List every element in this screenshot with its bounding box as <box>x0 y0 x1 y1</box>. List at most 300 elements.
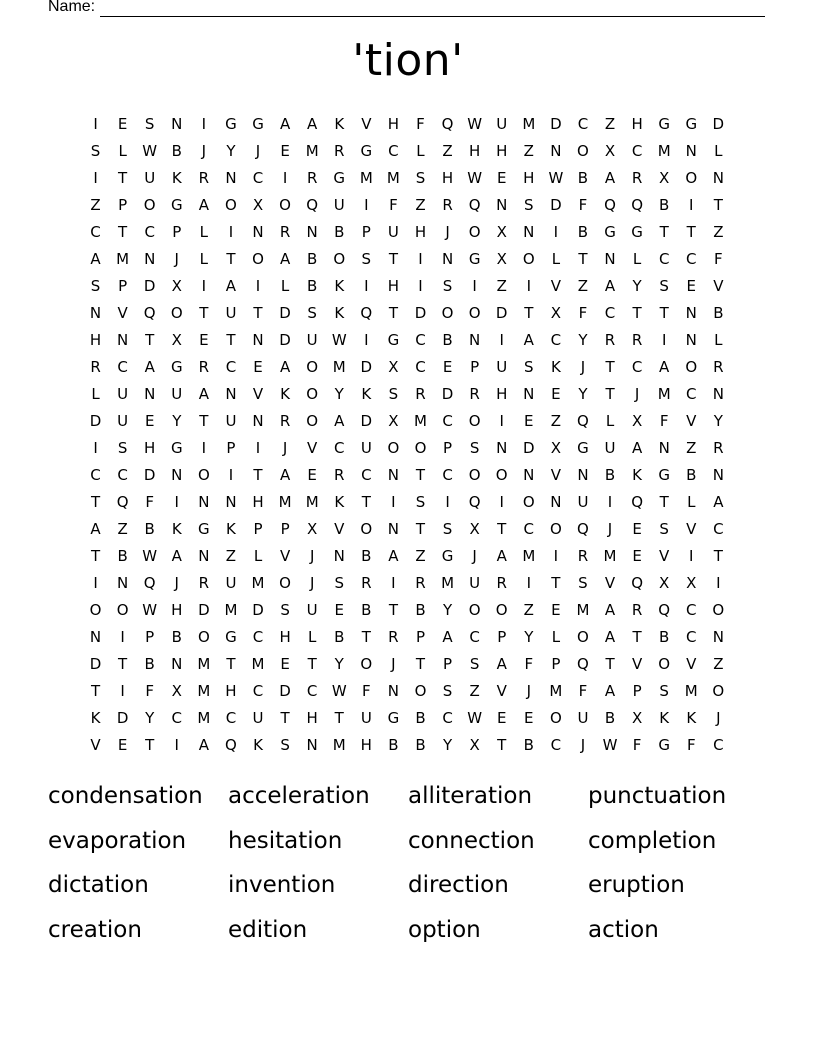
grid-letter[interactable]: M <box>305 493 319 511</box>
grid-letter[interactable]: U <box>496 358 508 376</box>
grid-letter[interactable]: I <box>418 277 423 295</box>
grid-letter[interactable]: P <box>470 358 480 376</box>
grid-letter[interactable]: F <box>632 736 642 754</box>
grid-letter[interactable]: C <box>713 520 724 538</box>
grid-letter[interactable]: J <box>634 385 640 403</box>
grid-letter[interactable]: Y <box>578 331 588 349</box>
grid-letter[interactable]: T <box>713 196 723 214</box>
grid-letter[interactable]: V <box>117 304 128 322</box>
grid-letter[interactable]: B <box>307 277 318 295</box>
grid-letter[interactable]: D <box>495 304 508 322</box>
grid-letter[interactable]: C <box>144 223 155 241</box>
grid-letter[interactable]: R <box>90 358 101 376</box>
grid-letter[interactable]: P <box>226 439 236 457</box>
grid-letter[interactable]: O <box>522 493 535 511</box>
grid-letter[interactable]: E <box>496 709 507 727</box>
grid-letter[interactable]: K <box>632 466 643 484</box>
grid-letter[interactable]: P <box>280 520 290 538</box>
grid-letter[interactable]: U <box>117 385 129 403</box>
grid-letter[interactable]: M <box>603 547 617 565</box>
grid-letter[interactable]: N <box>387 682 400 700</box>
grid-letter[interactable]: J <box>201 142 207 160</box>
grid-letter[interactable]: I <box>526 277 531 295</box>
grid-letter[interactable]: M <box>197 709 211 727</box>
grid-letter[interactable]: Z <box>523 601 534 619</box>
grid-letter[interactable]: A <box>144 358 155 376</box>
grid-letter[interactable]: C <box>171 709 183 727</box>
grid-letter[interactable]: E <box>442 358 453 376</box>
grid-letter[interactable]: S <box>280 601 290 619</box>
grid-letter[interactable]: M <box>224 601 238 619</box>
grid-letter[interactable]: Y <box>442 736 453 754</box>
grid-letter[interactable]: I <box>201 439 207 457</box>
grid-letter[interactable]: J <box>309 574 315 592</box>
grid-letter[interactable]: M <box>522 547 536 565</box>
grid-letter[interactable]: O <box>414 682 427 700</box>
grid-letter[interactable]: N <box>306 736 318 754</box>
grid-letter[interactable]: Q <box>604 196 616 214</box>
grid-letter[interactable]: Q <box>143 574 156 592</box>
grid-letter[interactable]: F <box>524 655 534 673</box>
grid-letter[interactable]: E <box>524 412 534 430</box>
grid-letter[interactable]: U <box>306 331 318 349</box>
grid-letter[interactable]: R <box>496 574 507 592</box>
grid-letter[interactable]: W <box>142 547 158 565</box>
grid-letter[interactable]: K <box>171 169 182 187</box>
grid-letter[interactable]: C <box>306 682 318 700</box>
grid-letter[interactable]: N <box>685 142 697 160</box>
grid-letter[interactable]: C <box>550 736 562 754</box>
grid-letter[interactable]: A <box>198 385 209 403</box>
grid-letter[interactable]: C <box>252 169 264 187</box>
grid-letter[interactable]: X <box>604 142 616 160</box>
grid-letter[interactable]: K <box>361 385 372 403</box>
grid-letter[interactable]: D <box>360 412 373 430</box>
grid-letter[interactable]: F <box>578 304 588 322</box>
grid-letter[interactable]: Y <box>713 412 723 430</box>
grid-letter[interactable]: H <box>631 115 643 133</box>
grid-letter[interactable]: L <box>551 628 561 646</box>
grid-letter[interactable]: R <box>415 385 426 403</box>
grid-letter[interactable]: I <box>526 574 531 592</box>
grid-letter[interactable]: S <box>415 169 426 187</box>
grid-letter[interactable]: E <box>307 466 317 484</box>
grid-letter[interactable]: E <box>496 169 507 187</box>
grid-letter[interactable]: S <box>524 358 534 376</box>
grid-letter[interactable]: K <box>226 520 236 538</box>
grid-letter[interactable]: X <box>631 412 643 430</box>
grid-letter[interactable]: H <box>387 277 400 295</box>
grid-letter[interactable]: A <box>279 466 291 484</box>
grid-letter[interactable]: I <box>607 493 613 511</box>
grid-letter[interactable]: N <box>523 466 535 484</box>
grid-letter[interactable]: Z <box>415 547 426 565</box>
grid-letter[interactable]: H <box>387 115 400 133</box>
grid-letter[interactable]: G <box>170 358 183 376</box>
grid-letter[interactable]: V <box>550 466 561 484</box>
grid-letter[interactable]: M <box>116 250 130 268</box>
grid-letter[interactable]: O <box>685 169 698 187</box>
grid-letter[interactable]: Y <box>334 655 344 673</box>
grid-letter[interactable]: M <box>684 682 698 700</box>
grid-letter[interactable]: I <box>174 493 179 511</box>
grid-letter[interactable]: C <box>713 736 724 754</box>
grid-letter[interactable]: O <box>468 304 481 322</box>
grid-letter[interactable]: Z <box>523 142 534 160</box>
grid-letter[interactable]: O <box>549 520 562 538</box>
grid-letter[interactable]: M <box>576 601 590 619</box>
grid-letter[interactable]: A <box>496 655 507 673</box>
grid-letter[interactable]: R <box>388 628 399 646</box>
grid-letter[interactable]: O <box>306 412 319 430</box>
grid-letter[interactable]: I <box>93 574 98 592</box>
grid-letter[interactable]: B <box>334 223 345 241</box>
grid-letter[interactable]: P <box>172 223 182 241</box>
grid-letter[interactable]: I <box>282 169 288 187</box>
grid-letter[interactable]: T <box>659 223 669 241</box>
grid-letter[interactable]: A <box>225 277 237 295</box>
grid-letter[interactable]: I <box>499 412 504 430</box>
grid-letter[interactable]: E <box>551 601 561 619</box>
grid-letter[interactable]: S <box>388 385 399 403</box>
grid-letter[interactable]: Q <box>468 196 481 214</box>
grid-letter[interactable]: Z <box>117 520 128 538</box>
grid-letter[interactable]: I <box>661 331 667 349</box>
grid-letter[interactable]: Z <box>713 655 724 673</box>
grid-letter[interactable]: S <box>442 277 453 295</box>
grid-letter[interactable]: E <box>280 142 290 160</box>
grid-letter[interactable]: B <box>144 655 155 673</box>
grid-letter[interactable]: S <box>659 520 669 538</box>
grid-letter[interactable]: A <box>659 358 670 376</box>
grid-letter[interactable]: U <box>387 223 399 241</box>
grid-letter[interactable]: U <box>469 574 481 592</box>
grid-letter[interactable]: O <box>197 628 210 646</box>
grid-letter[interactable]: I <box>499 331 504 349</box>
grid-letter[interactable]: C <box>225 709 237 727</box>
grid-letter[interactable]: B <box>659 196 670 214</box>
grid-letter[interactable]: V <box>659 547 670 565</box>
grid-letter[interactable]: Q <box>441 115 454 133</box>
grid-letter[interactable]: I <box>228 223 234 241</box>
grid-letter[interactable]: T <box>659 304 669 322</box>
grid-letter[interactable]: I <box>445 493 450 511</box>
grid-letter[interactable]: S <box>524 196 534 214</box>
grid-letter[interactable]: J <box>255 142 261 160</box>
grid-letter[interactable]: C <box>415 331 426 349</box>
grid-letter[interactable]: J <box>607 520 613 538</box>
grid-letter[interactable]: C <box>469 628 480 646</box>
grid-letter[interactable]: P <box>632 682 642 700</box>
grid-letter[interactable]: T <box>497 520 507 538</box>
grid-letter[interactable]: U <box>577 709 589 727</box>
grid-letter[interactable]: M <box>441 574 455 592</box>
grid-letter[interactable]: Q <box>306 196 319 214</box>
grid-letter[interactable]: L <box>199 223 209 241</box>
grid-letter[interactable]: B <box>361 601 372 619</box>
grid-letter[interactable]: J <box>391 655 396 673</box>
grid-letter[interactable]: N <box>550 493 562 511</box>
grid-letter[interactable]: O <box>414 439 427 457</box>
grid-letter[interactable]: T <box>415 466 426 484</box>
grid-letter[interactable]: X <box>171 331 182 349</box>
grid-letter[interactable]: N <box>523 223 535 241</box>
grid-letter[interactable]: A <box>279 115 291 133</box>
grid-letter[interactable]: I <box>364 331 369 349</box>
grid-letter[interactable]: T <box>551 574 561 592</box>
grid-letter[interactable]: E <box>117 736 128 754</box>
grid-letter[interactable]: W <box>602 736 618 754</box>
grid-letter[interactable]: I <box>93 169 98 187</box>
grid-letter[interactable]: W <box>548 169 564 187</box>
grid-letter[interactable]: Q <box>631 196 643 214</box>
grid-letter[interactable]: P <box>145 628 155 646</box>
grid-letter[interactable]: T <box>605 385 615 403</box>
grid-letter[interactable]: F <box>659 412 669 430</box>
grid-letter[interactable]: B <box>523 736 534 754</box>
grid-letter[interactable]: O <box>225 196 237 214</box>
grid-letter[interactable]: S <box>334 574 344 592</box>
grid-letter[interactable]: P <box>118 196 128 214</box>
grid-letter[interactable]: P <box>551 655 561 673</box>
grid-letter[interactable]: M <box>414 412 427 430</box>
grid-letter[interactable]: T <box>90 547 101 565</box>
grid-letter[interactable]: R <box>279 223 291 241</box>
grid-letter[interactable]: Y <box>172 412 182 430</box>
grid-letter[interactable]: K <box>686 709 697 727</box>
grid-letter[interactable]: P <box>253 520 263 538</box>
grid-letter[interactable]: N <box>171 655 183 673</box>
grid-letter[interactable]: X <box>659 169 670 187</box>
grid-letter[interactable]: T <box>605 655 615 673</box>
grid-letter[interactable]: A <box>90 520 101 538</box>
grid-letter[interactable]: N <box>225 493 237 511</box>
grid-letter[interactable]: N <box>89 304 102 322</box>
grid-letter[interactable]: F <box>416 115 425 133</box>
grid-letter[interactable]: R <box>279 412 291 430</box>
grid-letter[interactable]: Y <box>334 385 344 403</box>
grid-letter[interactable]: S <box>117 439 128 457</box>
grid-letter[interactable]: N <box>171 466 183 484</box>
grid-letter[interactable]: O <box>468 466 481 484</box>
grid-letter[interactable]: H <box>414 223 427 241</box>
grid-letter[interactable]: X <box>550 304 561 322</box>
grid-letter[interactable]: L <box>632 250 642 268</box>
grid-letter[interactable]: R <box>361 574 372 592</box>
grid-letter[interactable]: X <box>469 520 480 538</box>
grid-letter[interactable]: T <box>280 709 290 727</box>
grid-letter[interactable]: X <box>252 196 264 214</box>
grid-letter[interactable]: M <box>657 385 671 403</box>
grid-letter[interactable]: D <box>279 304 291 322</box>
grid-letter[interactable]: S <box>307 304 317 322</box>
grid-letter[interactable]: J <box>174 250 179 268</box>
grid-letter[interactable]: T <box>659 493 669 511</box>
grid-letter[interactable]: T <box>226 655 236 673</box>
grid-letter[interactable]: M <box>657 142 671 160</box>
grid-letter[interactable]: B <box>713 304 724 322</box>
grid-letter[interactable]: N <box>252 412 264 430</box>
grid-letter[interactable]: V <box>252 385 264 403</box>
grid-letter[interactable]: H <box>496 385 508 403</box>
grid-letter[interactable]: P <box>497 628 507 646</box>
grid-letter[interactable]: V <box>550 277 561 295</box>
grid-letter[interactable]: H <box>496 142 508 160</box>
grid-letter[interactable]: U <box>225 304 237 322</box>
grid-letter[interactable]: P <box>443 439 453 457</box>
grid-letter[interactable]: C <box>388 142 399 160</box>
grid-letter[interactable]: B <box>171 628 182 646</box>
grid-letter[interactable]: T <box>388 250 398 268</box>
grid-letter[interactable]: C <box>686 385 697 403</box>
grid-letter[interactable]: L <box>307 628 317 646</box>
grid-letter[interactable]: U <box>225 574 237 592</box>
grid-letter[interactable]: T <box>632 304 642 322</box>
grid-letter[interactable]: L <box>714 331 723 349</box>
grid-letter[interactable]: R <box>604 331 616 349</box>
grid-letter[interactable]: N <box>712 628 724 646</box>
grid-letter[interactable]: T <box>605 358 615 376</box>
grid-letter[interactable]: L <box>253 547 263 565</box>
grid-letter[interactable]: A <box>307 115 318 133</box>
grid-letter[interactable]: C <box>334 439 345 457</box>
grid-letter[interactable]: B <box>577 169 589 187</box>
grid-letter[interactable]: R <box>198 169 210 187</box>
grid-letter[interactable]: I <box>391 493 396 511</box>
grid-letter[interactable]: I <box>716 574 721 592</box>
grid-letter[interactable]: G <box>198 520 210 538</box>
grid-letter[interactable]: O <box>89 601 102 619</box>
grid-letter[interactable]: B <box>117 547 128 565</box>
grid-letter[interactable]: V <box>307 439 318 457</box>
grid-letter[interactable]: V <box>686 520 697 538</box>
grid-letter[interactable]: A <box>713 493 724 511</box>
grid-letter[interactable]: R <box>198 358 210 376</box>
grid-letter[interactable]: M <box>251 574 265 592</box>
grid-letter[interactable]: O <box>360 520 373 538</box>
grid-letter[interactable]: T <box>497 736 507 754</box>
grid-letter[interactable]: Q <box>631 574 643 592</box>
grid-letter[interactable]: P <box>415 628 425 646</box>
grid-letter[interactable]: U <box>225 412 237 430</box>
grid-letter[interactable]: A <box>496 547 507 565</box>
grid-letter[interactable]: M <box>278 493 292 511</box>
grid-letter[interactable]: H <box>171 601 183 619</box>
grid-letter[interactable]: H <box>252 493 264 511</box>
grid-letter[interactable]: A <box>604 169 616 187</box>
grid-letter[interactable]: K <box>171 520 182 538</box>
grid-letter[interactable]: U <box>360 439 372 457</box>
grid-letter[interactable]: G <box>441 547 454 565</box>
grid-letter[interactable]: I <box>364 196 369 214</box>
grid-letter[interactable]: Z <box>225 547 237 565</box>
grid-letter[interactable]: X <box>388 358 399 376</box>
grid-letter[interactable]: O <box>252 250 264 268</box>
grid-letter[interactable]: N <box>577 466 589 484</box>
grid-letter[interactable]: D <box>523 439 535 457</box>
grid-letter[interactable]: A <box>388 547 399 565</box>
grid-letter[interactable]: A <box>198 196 209 214</box>
grid-letter[interactable]: M <box>359 169 373 187</box>
grid-letter[interactable]: F <box>145 682 155 700</box>
grid-letter[interactable]: O <box>468 601 481 619</box>
grid-letter[interactable]: J <box>526 682 531 700</box>
grid-letter[interactable]: K <box>550 358 561 376</box>
grid-letter[interactable]: C <box>442 412 453 430</box>
grid-letter[interactable]: A <box>198 736 209 754</box>
grid-letter[interactable]: X <box>659 574 670 592</box>
grid-letter[interactable]: E <box>144 412 155 430</box>
grid-letter[interactable]: U <box>360 709 372 727</box>
grid-letter[interactable]: W <box>142 601 158 619</box>
grid-letter[interactable]: F <box>389 196 398 214</box>
grid-letter[interactable]: O <box>712 682 725 700</box>
grid-letter[interactable]: F <box>145 493 155 511</box>
grid-letter[interactable]: O <box>387 439 400 457</box>
grid-letter[interactable]: E <box>199 331 209 349</box>
grid-letter[interactable]: C <box>658 250 670 268</box>
grid-letter[interactable]: I <box>201 277 207 295</box>
grid-letter[interactable]: I <box>120 682 125 700</box>
grid-letter[interactable]: B <box>604 709 616 727</box>
grid-letter[interactable]: I <box>255 439 261 457</box>
grid-letter[interactable]: B <box>415 709 426 727</box>
grid-letter[interactable]: Y <box>145 709 155 727</box>
grid-letter[interactable]: L <box>687 493 696 511</box>
grid-letter[interactable]: A <box>604 682 616 700</box>
grid-letter[interactable]: N <box>117 331 129 349</box>
grid-letter[interactable]: X <box>631 709 643 727</box>
grid-letter[interactable]: C <box>117 466 128 484</box>
grid-letter[interactable]: Y <box>578 385 588 403</box>
grid-letter[interactable]: Z <box>496 277 507 295</box>
grid-letter[interactable]: U <box>144 169 156 187</box>
grid-letter[interactable]: C <box>523 520 535 538</box>
grid-letter[interactable]: P <box>361 223 371 241</box>
grid-letter[interactable]: T <box>578 250 588 268</box>
grid-letter[interactable]: K <box>334 304 345 322</box>
grid-letter[interactable]: J <box>174 574 179 592</box>
grid-letter[interactable]: Q <box>577 412 589 430</box>
grid-letter[interactable]: T <box>90 493 101 511</box>
grid-letter[interactable]: U <box>604 439 616 457</box>
grid-letter[interactable]: R <box>415 574 426 592</box>
grid-letter[interactable]: J <box>580 358 586 376</box>
grid-letter[interactable]: A <box>90 250 101 268</box>
grid-letter[interactable]: V <box>686 655 697 673</box>
grid-letter[interactable]: W <box>142 142 158 160</box>
grid-letter[interactable]: Z <box>686 439 697 457</box>
grid-letter[interactable]: L <box>91 385 100 403</box>
grid-letter[interactable]: N <box>658 439 670 457</box>
grid-letter[interactable]: N <box>306 223 318 241</box>
grid-letter[interactable]: J <box>580 736 586 754</box>
grid-letter[interactable]: O <box>522 250 535 268</box>
grid-letter[interactable]: N <box>523 385 535 403</box>
grid-letter[interactable]: V <box>604 574 616 592</box>
grid-letter[interactable]: S <box>442 520 453 538</box>
grid-letter[interactable]: V <box>713 277 724 295</box>
grid-letter[interactable]: Q <box>631 493 643 511</box>
grid-letter[interactable]: V <box>686 412 697 430</box>
grid-letter[interactable]: D <box>360 358 373 376</box>
grid-letter[interactable]: H <box>523 169 535 187</box>
grid-letter[interactable]: C <box>415 358 426 376</box>
grid-letter[interactable]: C <box>117 358 128 376</box>
grid-letter[interactable]: Q <box>577 655 589 673</box>
grid-letter[interactable]: X <box>307 520 318 538</box>
grid-letter[interactable]: P <box>443 655 453 673</box>
